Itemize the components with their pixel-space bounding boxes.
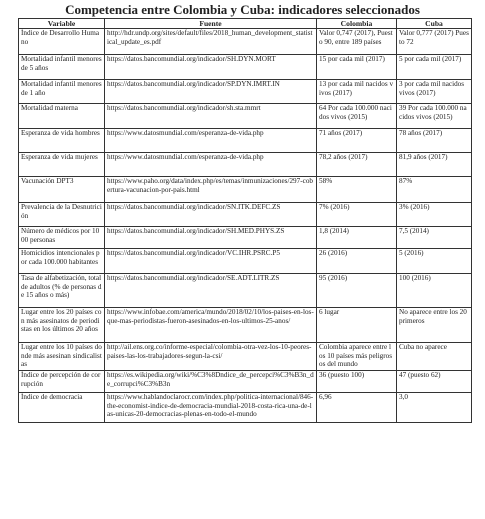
table-row <box>19 274 472 308</box>
table-body <box>19 29 472 423</box>
cell-colombia: 78,2 años (2017) <box>317 153 397 177</box>
cell-fuente[interactable]: http://ail.ens.org.co/informe-especial/colombia-otra-vez-los-10-peores-paises-las-los-trabajadores-segun-la-csi/ <box>105 343 317 371</box>
cell-fuente[interactable]: https://es.wikipedia.org/wiki/%C3%8Dndice_de_percepci%C3%B3n_de_corrupci%C3%B3n <box>105 371 317 393</box>
cell-fuente[interactable]: https://datos.bancomundial.org/indicador/SP.DYN.IMRT.IN <box>105 80 317 104</box>
cell-colombia: Colombia aparece entre los 10 países más peligrosos del mundo <box>317 343 397 371</box>
table-row <box>19 249 472 274</box>
cell-cuba: 3,0 <box>397 393 472 423</box>
table-row <box>19 227 472 249</box>
cell-cuba: 100 (2016) <box>397 274 472 308</box>
cell-colombia: 7% (2016) <box>317 203 397 227</box>
cell-variable: Esperanza de vida mujeres <box>19 153 105 177</box>
indicators-table <box>18 18 472 423</box>
cell-colombia: 64 Por cada 100.000 nacidos vivos (2015) <box>317 104 397 129</box>
cell-fuente[interactable]: http://hdr.undp.org/sites/default/files/2018_human_development_statistical_update_es.pdf <box>105 29 317 55</box>
cell-variable: Índice de democracia <box>19 393 105 423</box>
page-title: Competencia entre Colombia y Cuba: indicadores seleccionados <box>65 2 420 17</box>
cell-variable: Homicidios intencionales por cada 100.000 habitantes <box>19 249 105 274</box>
table-row <box>19 153 472 177</box>
cell-colombia: 71 años (2017) <box>317 129 397 153</box>
cell-colombia: Valor 0,747 (2017), Puesto 90, entre 189 países <box>317 29 397 55</box>
cell-cuba: No aparece entre los 20 primeros <box>397 308 472 343</box>
cell-fuente[interactable]: https://datos.bancomundial.org/indicador/SH.DYN.MORT <box>105 55 317 80</box>
table-row <box>19 371 472 393</box>
table-row <box>19 104 472 129</box>
header-colombia: Colombia <box>317 19 397 29</box>
cell-fuente[interactable]: https://www.infobae.com/america/mundo/2018/02/10/los-paises-en-los-que-mas-periodistas-fueron-asesinados-en-los-ultimos-25-anos/ <box>105 308 317 343</box>
cell-variable: Lugar entre los 20 países con más asesinatos de periodistas en los últimos 20 años <box>19 308 105 343</box>
header-cuba: Cuba <box>397 19 472 29</box>
cell-colombia: 1,8 (2014) <box>317 227 397 249</box>
cell-fuente[interactable]: https://datos.bancomundial.org/indicador/SE.ADT.LITR.ZS <box>105 274 317 308</box>
cell-colombia: 6 lugar <box>317 308 397 343</box>
cell-fuente[interactable]: https://www.datosmundial.com/esperanza-de-vida.php <box>105 153 317 177</box>
cell-colombia: 15 por cada mil (2017) <box>317 55 397 80</box>
table-row <box>19 308 472 343</box>
cell-variable: Mortalidad infantil menores de 1 año <box>19 80 105 104</box>
cell-colombia: 26 (2016) <box>317 249 397 274</box>
header-variable: Variable <box>19 19 105 29</box>
table-row <box>19 177 472 203</box>
cell-fuente[interactable]: https://datos.bancomundial.org/indicador/SH.MED.PHYS.ZS <box>105 227 317 249</box>
cell-variable: Índice de percepción de corrupción <box>19 371 105 393</box>
cell-cuba: 87% <box>397 177 472 203</box>
cell-cuba: Valor 0,777 (2017) Puesto 72 <box>397 29 472 55</box>
table-row <box>19 393 472 423</box>
cell-colombia: 58% <box>317 177 397 203</box>
cell-cuba: 3% (2016) <box>397 203 472 227</box>
cell-variable: Esperanza de vida hombres <box>19 129 105 153</box>
cell-fuente[interactable]: https://datos.bancomundial.org/indicador/VC.IHR.PSRC.P5 <box>105 249 317 274</box>
cell-variable: Índice de Desarrollo Humano <box>19 29 105 55</box>
table-row <box>19 80 472 104</box>
cell-cuba: 78 años (2017) <box>397 129 472 153</box>
cell-fuente[interactable]: https://www.datosmundial.com/esperanza-de-vida.php <box>105 129 317 153</box>
cell-fuente[interactable]: https://www.paho.org/data/index.php/es/temas/inmunizaciones/297-cobertura-vacunacion-por-pais.html <box>105 177 317 203</box>
cell-variable: Mortalidad materna <box>19 104 105 129</box>
header-row <box>19 19 472 29</box>
cell-cuba: 5 (2016) <box>397 249 472 274</box>
cell-variable: Número de médicos por 1000 personas <box>19 227 105 249</box>
cell-cuba: 7,5 (2014) <box>397 227 472 249</box>
cell-variable: Tasa de alfabetización, total de adultos (% de personas de 15 años o más) <box>19 274 105 308</box>
cell-cuba: 5 por cada mil (2017) <box>397 55 472 80</box>
cell-variable: Vacunación DPT3 <box>19 177 105 203</box>
header-fuente: Fuente <box>105 19 317 29</box>
cell-colombia: 13 por cada mil nacidos vivos (2017) <box>317 80 397 104</box>
cell-fuente[interactable]: https://datos.bancomundial.org/indicador/sh.sta.mmrt <box>105 104 317 129</box>
table-row <box>19 55 472 80</box>
cell-fuente[interactable]: https://www.hablandoclarocr.com/index.php/politica-internacional/846-the-economist-indice-de-democracia-mundial-2018-costa-rica-una-de-las-unicas-20-democracias-plenas-en-todo-el-mundo <box>105 393 317 423</box>
cell-cuba: 39 Por cada 100.000 nacidos vivos (2015) <box>397 104 472 129</box>
cell-variable: Mortalidad infantil menores de 5 años <box>19 55 105 80</box>
cell-cuba: 81,9 años (2017) <box>397 153 472 177</box>
cell-colombia: 6,96 <box>317 393 397 423</box>
cell-cuba: 3 por cada mil nacidos vivos (2017) <box>397 80 472 104</box>
cell-cuba: Cuba no aparece <box>397 343 472 371</box>
table-row <box>19 29 472 55</box>
cell-fuente[interactable]: https://datos.bancomundial.org/indicador/SN.ITK.DEFC.ZS <box>105 203 317 227</box>
cell-variable: Prevalencia de la Desnutrición <box>19 203 105 227</box>
cell-cuba: 47 (puesto 62) <box>397 371 472 393</box>
table-row <box>19 129 472 153</box>
table-row <box>19 203 472 227</box>
cell-colombia: 95 (2016) <box>317 274 397 308</box>
table-row <box>19 343 472 371</box>
cell-colombia: 36 (puesto 100) <box>317 371 397 393</box>
cell-variable: Lugar entre los 10 países donde más asesinan sindicalistas <box>19 343 105 371</box>
